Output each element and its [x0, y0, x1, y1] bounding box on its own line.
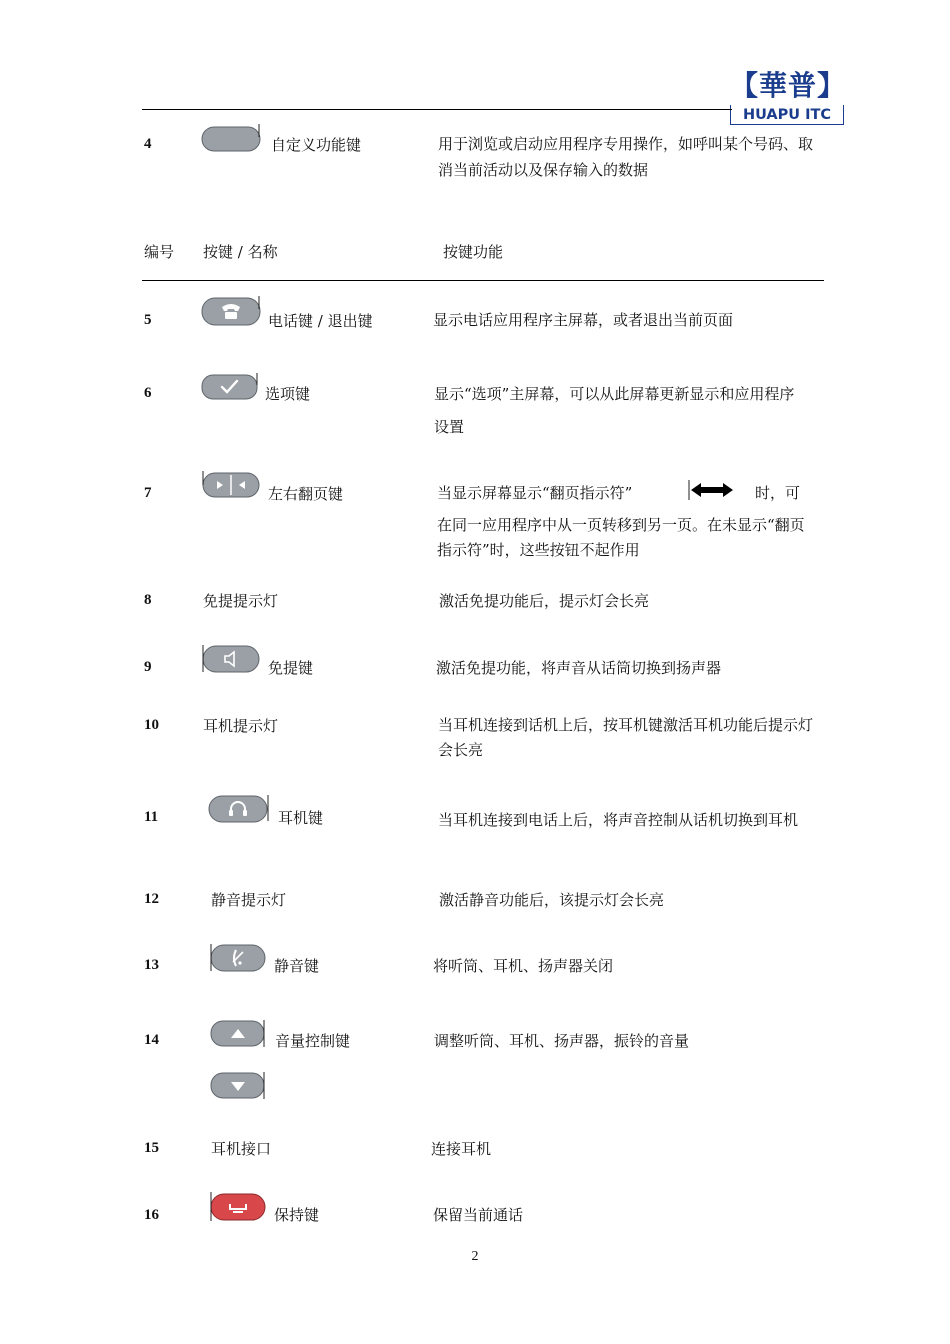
logo-chinese-text: 【華普】: [730, 69, 847, 102]
hold-icon: [209, 1191, 267, 1223]
speaker-icon: [201, 644, 261, 674]
volume-down-icon: [209, 1071, 267, 1101]
column-header-number: 编号: [144, 243, 175, 261]
key-name: 左右翻页键: [268, 485, 344, 503]
key-function-part-c: 在同一应用程序中从一页转移到另一页。在未显示“翻页指示符”时，这些按钮不起作用: [437, 516, 805, 559]
row-number: 10: [144, 717, 159, 733]
key-name: 保持键: [274, 1206, 320, 1224]
row-number: 15: [144, 1140, 159, 1156]
mute-microphone-icon: [209, 943, 267, 973]
key-name: 耳机提示灯: [203, 717, 279, 735]
row-number: 12: [144, 891, 159, 907]
checkmark-icon: [201, 372, 259, 402]
row-number: 5: [144, 312, 152, 328]
table-rule: [142, 280, 824, 281]
column-header-function: 按键功能: [443, 243, 504, 261]
row-number: 8: [144, 592, 152, 608]
row-number: 7: [144, 485, 152, 501]
key-function: 激活免提功能后，提示灯会长亮: [439, 592, 650, 610]
key-function: 当耳机连接到话机上后，按耳机键激活耳机功能后提示灯会长亮: [438, 716, 814, 759]
key-function-part-a: 当显示屏幕显示“翻页指示符”: [437, 484, 633, 502]
blank-softkey-icon: [201, 123, 261, 153]
key-function: 当耳机连接到电话上后，将声音控制从话机切换到耳机: [438, 811, 799, 829]
row-number: 9: [144, 659, 152, 675]
key-name: 静音键: [274, 957, 320, 975]
row-number: 11: [144, 809, 159, 825]
key-function: 保留当前通话: [433, 1206, 524, 1224]
headset-icon: [208, 793, 270, 825]
key-name: 音量控制键: [275, 1032, 351, 1050]
key-name: 免提键: [268, 659, 314, 677]
row-number: 14: [144, 1032, 159, 1048]
page-indicator-double-arrow-icon: [687, 479, 739, 501]
row-number: 13: [144, 957, 159, 973]
key-function: 显示电话应用程序主屏幕，或者退出当前页面: [433, 311, 734, 329]
key-name: 免提提示灯: [203, 592, 279, 610]
key-function: 将听筒、耳机、扬声器关闭: [433, 957, 614, 975]
left-right-arrows-icon: [201, 470, 261, 500]
row-number: 16: [144, 1207, 159, 1223]
key-function: 调整听筒、耳机、扬声器，振铃的音量: [434, 1032, 690, 1050]
key-name: 电话键 / 退出键: [268, 312, 373, 330]
key-function: 连接耳机: [431, 1140, 492, 1158]
column-header-key: 按键 / 名称: [203, 243, 278, 261]
key-name: 自定义功能键: [271, 136, 362, 154]
row-number: 6: [144, 385, 152, 401]
volume-up-icon: [209, 1019, 267, 1049]
key-function: 激活免提功能，将声音从话筒切换到扬声器: [436, 659, 722, 677]
key-function: 用于浏览或启动应用程序专用操作，如呼叫某个号码、取消当前活动以及保存输入的数据: [438, 135, 814, 179]
page-number: 2: [471, 1249, 479, 1264]
row-number: 4: [144, 136, 152, 152]
key-name: 耳机键: [278, 809, 324, 827]
key-function-part-b: 时，可: [755, 484, 801, 502]
key-name: 选项键: [265, 385, 311, 403]
huapu-logo: [730, 67, 847, 127]
key-function: 显示“选项”主屏幕，可以从此屏幕更新显示和应用程序设置: [434, 385, 795, 436]
header-rule: [142, 109, 732, 110]
logo-english-text: HUAPU ITC: [730, 105, 844, 125]
key-name: 静音提示灯: [211, 891, 287, 909]
phone-handset-icon: [201, 295, 261, 327]
key-name: 耳机接口: [211, 1140, 272, 1158]
key-function: 激活静音功能后，该提示灯会长亮: [439, 891, 665, 909]
